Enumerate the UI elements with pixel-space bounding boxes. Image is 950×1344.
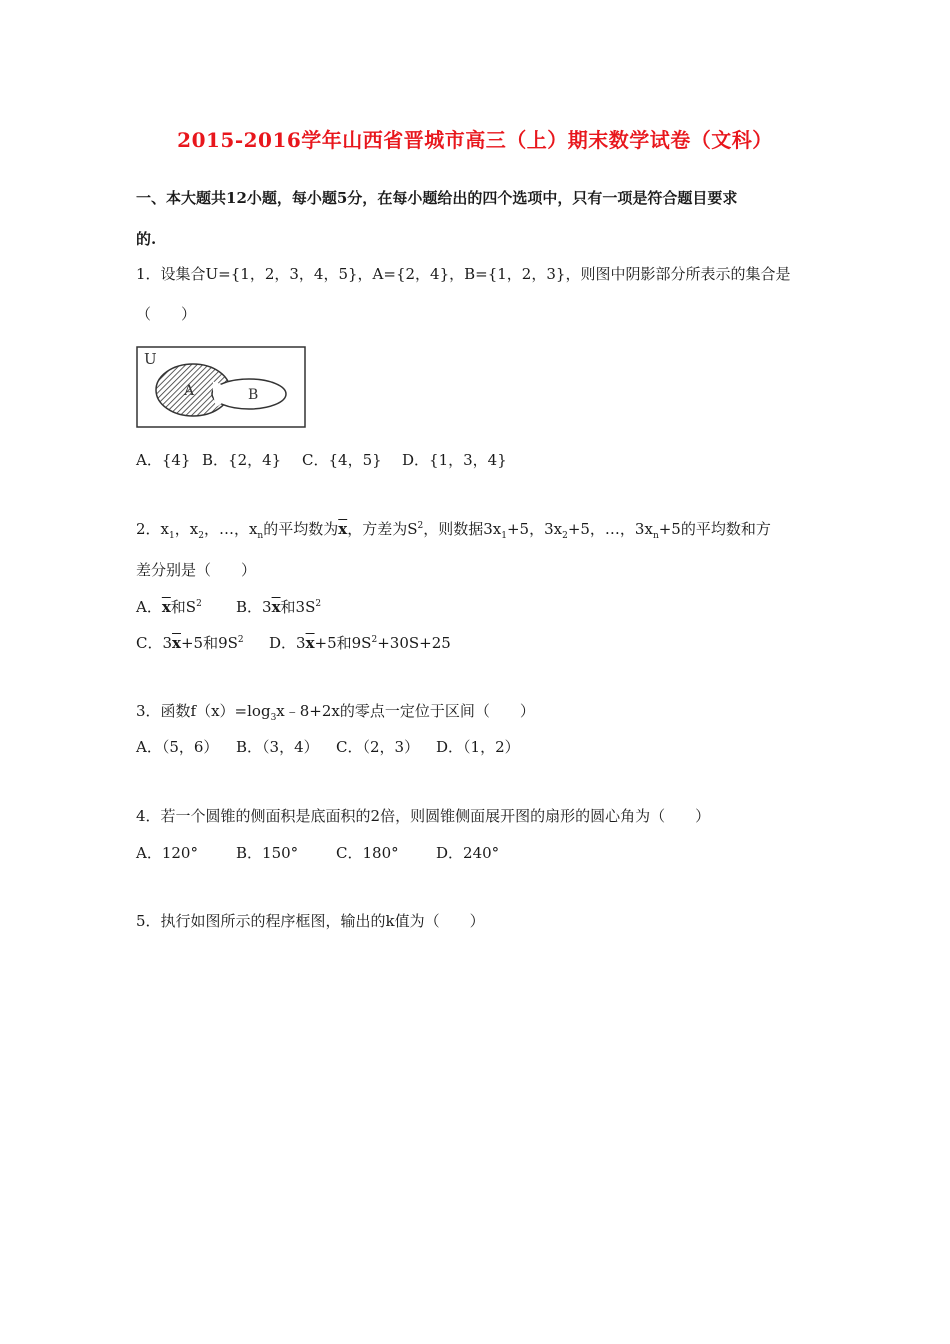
venn-diagram [136,346,306,428]
q2-option-a: A．$\overline{x}$和$S^2$ [136,598,202,616]
q2-option-b: B．$3\overline{x}$和$3S^2$ [236,598,322,616]
q4-options [136,842,499,863]
q3-options [136,736,520,757]
q4-option-b: B．150° [236,844,299,862]
q3-option-d: D．（1，2） [436,738,520,756]
q2-stem-line1: 2．$x_1$，$x_2$，…，$x_n$的平均数为$\overline{x}$，方差为$S^2$，则数据$3x_1+5$，$3x_2+5$，…，$3x_n+5$的平均数和方 [136,520,771,541]
q2-stem-line2: 差分别是（ ） [136,561,257,579]
q1-stem-line1: 1．设集合U={1，2，3，4，5}，A={2，4}，B={1，2，3}，则图中阴影部分所表示的集合是 [136,265,791,283]
section-heading-line1: 一、本大题共12小题，每小题5分，在每小题给出的四个选项中，只有一项是符合题目要求 [136,189,738,207]
q2-option-c: C．$3\overline{x}+5$和$9S^2$ [136,634,244,652]
mean-x-bar: $\overline{x}$ [338,520,348,538]
venn-label-u: U [144,350,157,368]
q4-option-c: C．180° [336,844,399,862]
q1-option-a: A．{4} [136,451,191,469]
q5-stem: 5．执行如图所示的程序框图，输出的k值为（ ） [136,912,485,930]
q1-option-c: C．{4，5} [302,451,382,469]
q4-stem: 4．若一个圆锥的侧面积是底面积的2倍，则圆锥侧面展开图的扇形的圆心角为（ ） [136,807,711,825]
q2-options-row1 [136,596,321,617]
q1-stem-line2: （ ） [136,305,197,323]
section-heading-line2: 的. [136,230,157,248]
q3-option-b: B．（3，4） [236,738,319,756]
venn-label-a: A [184,383,195,399]
q2-options-row2 [136,632,451,653]
q1-option-d: D．{1，3，4} [402,451,507,469]
q3-option-a: A．（5，6） [136,738,219,756]
q2-option-d: D．$3\overline{x}+5$和$9S^2+30S+25$ [269,634,451,652]
venn-label-b: B [248,387,259,403]
q1-option-b: B．{2，4} [202,451,282,469]
q3-stem: 3．函数$f(x)=\log_3x﹣8+2x$的零点一定位于区间（ ） [136,702,535,723]
q3-option-c: C．（2，3） [336,738,420,756]
q4-option-d: D．240° [436,844,500,862]
exam-title: 2015-2016学年山西省晋城市高三（上）期末数学试卷（文科） [177,128,773,152]
q4-option-a: A．120° [136,844,198,862]
q1-options [136,449,507,470]
